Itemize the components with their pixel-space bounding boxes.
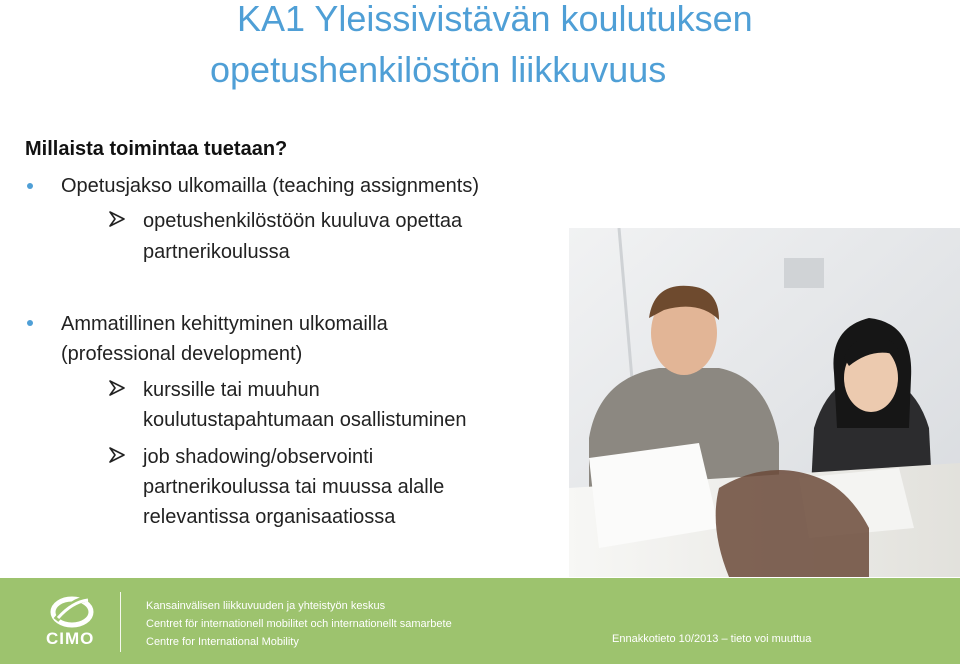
- subitem-2-1-line-1: kurssille tai muuhun: [143, 379, 320, 401]
- bullet-2-line-1: Ammatillinen kehittyminen ulkomailla: [61, 313, 388, 335]
- subheading: Millaista toimintaa tuetaan?: [25, 138, 288, 160]
- subitem-1-1-line-2: partnerikoulussa: [143, 241, 290, 263]
- subitem-2-1-line-2: koulutustapahtumaan osallistuminen: [143, 409, 467, 431]
- arrowhead-bullet-icon: [109, 447, 125, 463]
- subitem-2-2-line-1: job shadowing/observointi: [143, 446, 374, 468]
- subitem-2-2-line-3: relevantissa organisaatiossa: [143, 506, 396, 528]
- org-name-sv: Centret för internationell mobilitet och internationellt samarbete: [146, 618, 452, 630]
- arrowhead-bullet-icon: [109, 211, 125, 227]
- footer-divider: [120, 592, 121, 652]
- title-line-1: KA1 Yleissivistävän koulutuksen: [237, 0, 753, 39]
- subitem-2-2-line-2: partnerikoulussa tai muussa alalle: [143, 476, 445, 498]
- cimo-logo-icon: [48, 590, 96, 630]
- subitem-1-1-line-1: opetushenkilöstöön kuuluva opettaa: [143, 210, 463, 232]
- arrowhead-bullet-icon: [109, 380, 125, 396]
- footer-bar: [0, 578, 960, 664]
- title-line-2: opetushenkilöstön liikkuvuus: [210, 49, 667, 90]
- students-photo: [569, 228, 960, 577]
- bullet-2-line-2: (professional development): [61, 343, 303, 365]
- org-name-fi: Kansainvälisen liikkuvuuden ja yhteistyön keskus: [146, 600, 386, 612]
- org-name-en: Centre for International Mobility: [146, 636, 299, 648]
- bullet-dot-icon: [27, 183, 33, 189]
- bullet-1-line-1: Opetusjakso ulkomailla (teaching assignments): [61, 175, 479, 197]
- footer-note: Ennakkotieto 10/2013 – tieto voi muuttua: [612, 633, 812, 645]
- cimo-logo-text: CIMO: [46, 629, 95, 648]
- bullet-dot-icon: [27, 320, 33, 326]
